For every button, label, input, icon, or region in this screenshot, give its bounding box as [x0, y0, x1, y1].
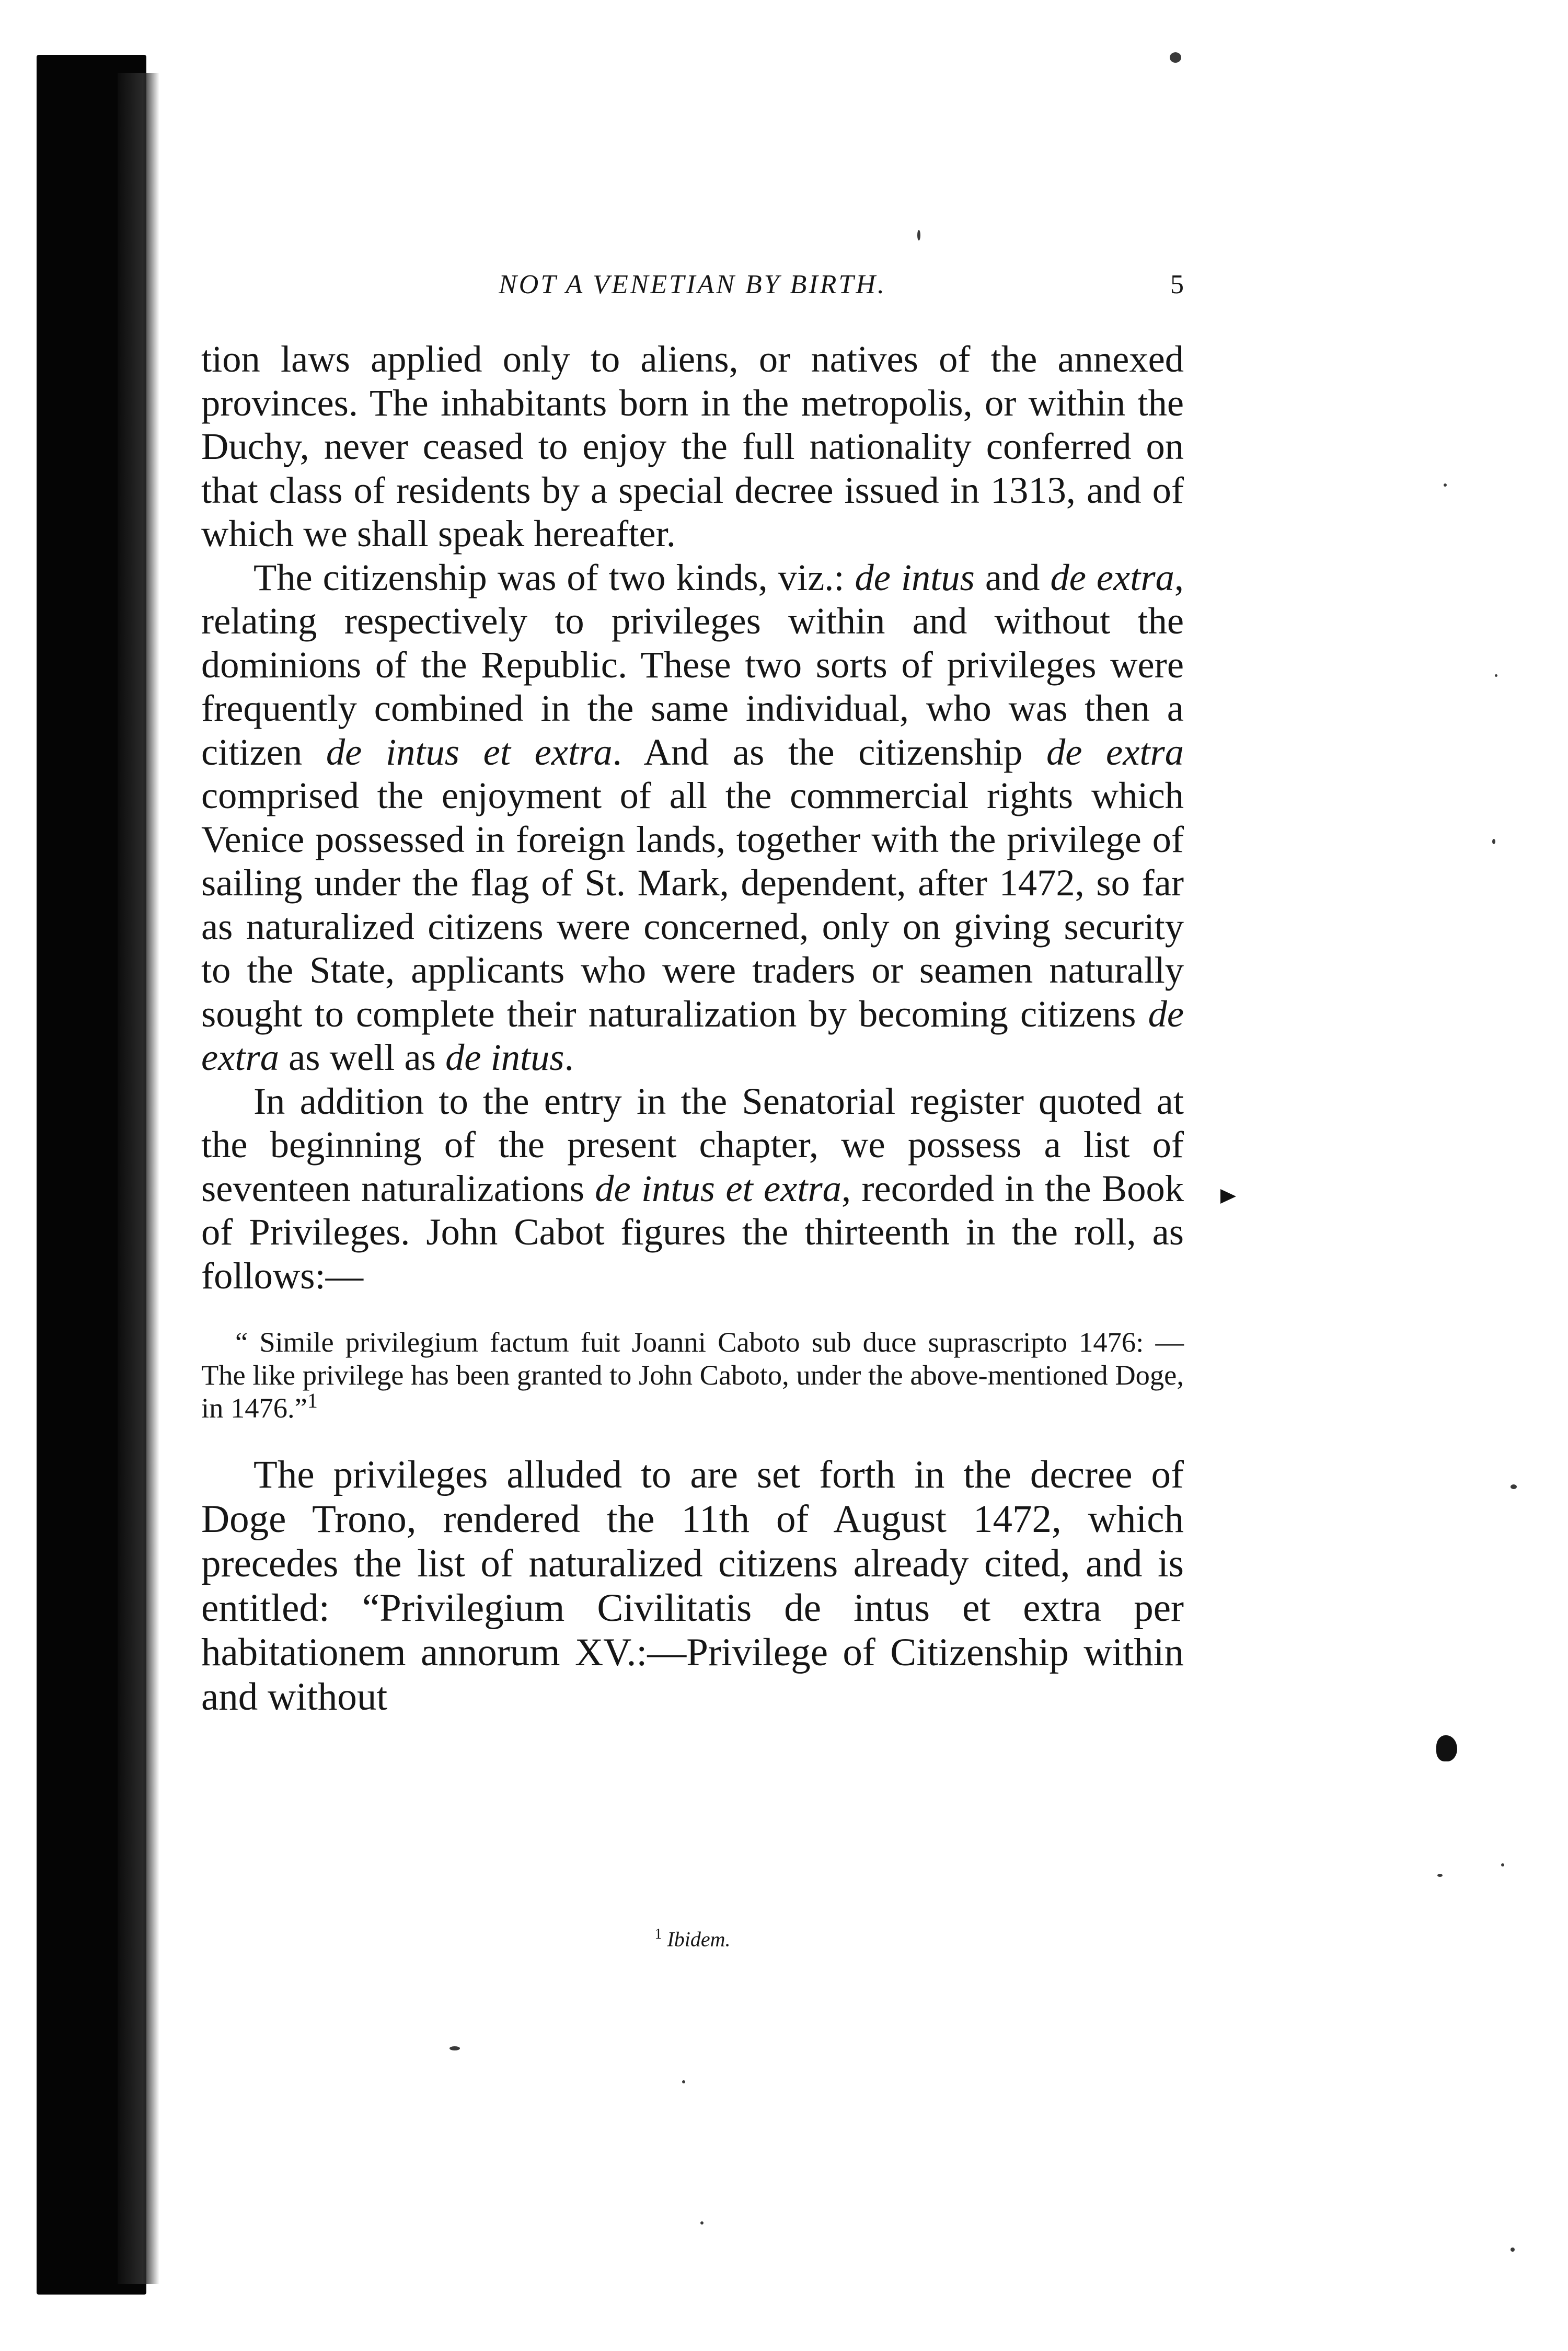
footnote-text: Ibidem. — [667, 1927, 731, 1951]
italic-term: de intus — [855, 556, 975, 598]
page-header — [201, 269, 1184, 311]
footnote — [201, 1926, 1184, 1951]
block-quotation — [201, 1326, 1184, 1424]
paragraph — [201, 556, 1184, 1079]
binding-shadow — [118, 73, 159, 2284]
paragraph — [201, 337, 1184, 556]
print-speck — [682, 2080, 685, 2083]
text-run: as well as — [279, 1036, 446, 1078]
footnote-reference: 1 — [307, 1388, 318, 1412]
print-speck — [1170, 52, 1181, 63]
print-speck — [1492, 839, 1495, 844]
body-text — [201, 337, 1184, 1719]
paragraph — [201, 1079, 1184, 1298]
italic-term: de intus — [445, 1036, 564, 1078]
page-number: 5 — [1170, 270, 1184, 299]
text-run: , recorded in the Book of Privileges. John Cabot figures the thirteenth in the roll, as follows:— — [201, 1167, 1184, 1297]
text-run: tion laws applied only to aliens, or natives of the annexed provinces. The inhabitants born in the metropolis, or within the Duchy, never ceased to enjoy the full nationality conferred on that class of residents by a special decree issued in 1313, and of which we shall speak hereafter. — [201, 338, 1184, 555]
print-speck — [1495, 674, 1497, 677]
italic-term: de extra — [201, 992, 1184, 1078]
text-run: and — [974, 556, 1051, 598]
margin-arrow-mark — [1220, 1189, 1236, 1204]
print-speck — [449, 2046, 460, 2050]
print-speck — [1511, 1484, 1517, 1489]
text-run: comprised the enjoyment of all the commercial rights which Venice possessed in foreign lands, together with the privilege of sailing under the flag of St. Mark, dependent, after 1472, so far as naturalized citizens were concerned, only on giving security to the State, applicants who were traders or seamen naturally sought to complete their naturalization by becoming citizens — [201, 774, 1184, 1035]
print-speck — [917, 230, 920, 240]
text-run: , relating respectively to privileges within and without the dominions of the Republic. These two sorts of privileges were frequently combined in the same individual, who was then a citizen — [201, 556, 1184, 773]
paragraph: The privileges alluded to are set forth in the decree of Doge Trono, rendered the 11th of August 1472, which precedes the list of naturalized citizens already cited, and is entitled: “Privilegium Civilitatis de intus et extra per habitationem annorum XV.:—Privilege of Citizenship within and without — [201, 1453, 1184, 1719]
italic-term: de intus et extra — [595, 1167, 841, 1209]
print-speck — [1511, 2248, 1515, 2252]
text-run: . And as the citizenship — [612, 730, 1046, 773]
italic-term: de extra — [1050, 556, 1174, 598]
print-speck — [1501, 1863, 1504, 1866]
ink-blot — [1436, 1735, 1457, 1761]
text-run: . — [564, 1036, 574, 1078]
running-head: NOT A VENETIAN BY BIRTH. — [499, 270, 886, 299]
print-speck — [700, 2221, 704, 2225]
print-speck — [1444, 483, 1447, 487]
text-run: In addition to the entry in the Senatorial register quoted at the beginning of the present chapter, we possess a list of seventeen naturalizations — [201, 1079, 1184, 1209]
quotation-text: “ Simile privilegium factum fuit Joanni Caboto sub duce suprascripto 1476: — The like privilege has been granted to John Caboto, under the above-mentioned Doge, in 1476.” — [201, 1326, 1184, 1424]
italic-term: de intus et extra — [326, 730, 613, 773]
italic-term: de extra — [1046, 730, 1184, 773]
text-run: The citizenship was of two kinds, viz.: — [253, 556, 855, 598]
print-speck — [1437, 1874, 1443, 1877]
footnote-marker: 1 — [654, 1926, 662, 1942]
